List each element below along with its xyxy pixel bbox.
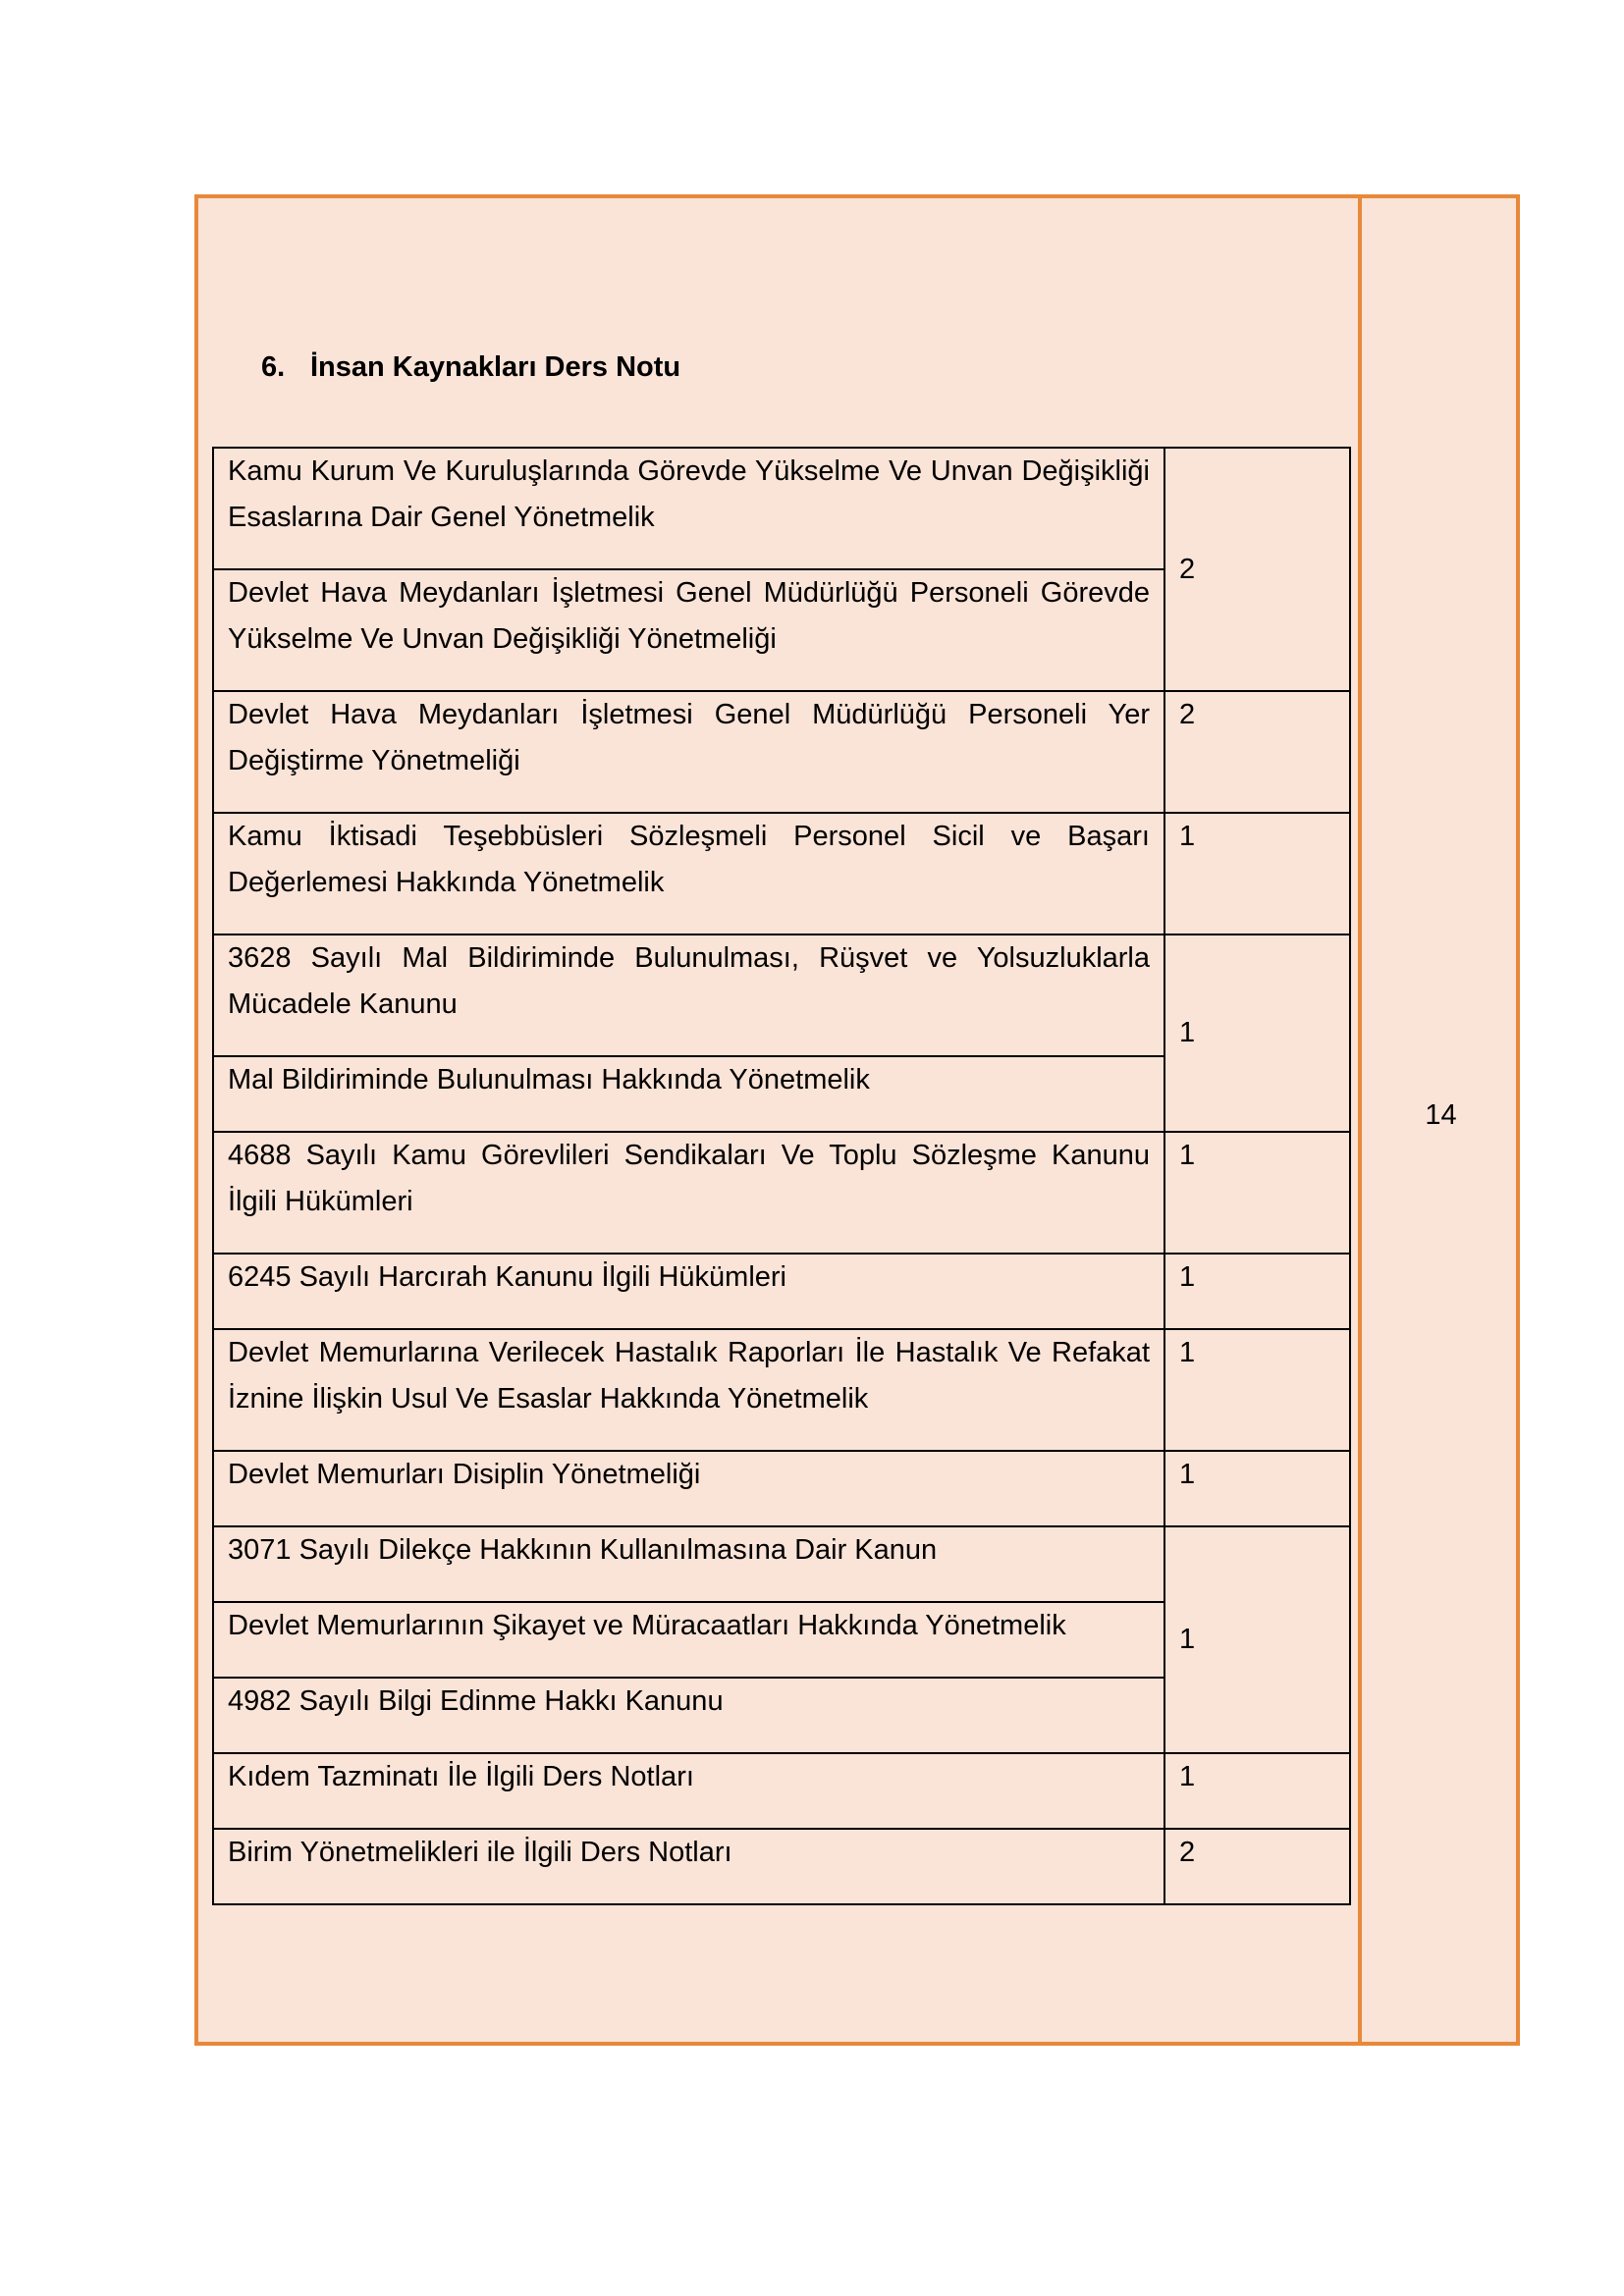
table-row <box>213 1829 1350 1904</box>
hours-cell: 1 <box>1164 1451 1350 1526</box>
table-row <box>213 691 1350 813</box>
table-row <box>213 1329 1350 1451</box>
hours-cell: 2 <box>1164 448 1350 691</box>
hours-cell: 1 <box>1164 1329 1350 1451</box>
hours-cell: 1 <box>1164 1753 1350 1829</box>
topic-cell: Devlet Hava Meydanları İşletmesi Genel Müdürlüğü Personeli Yer Değiştirme Yönetmeliği <box>213 691 1164 813</box>
topic-cell: Devlet Memurları Disiplin Yönetmeliği <box>213 1451 1164 1526</box>
topic-cell: Birim Yönetmelikleri ile İlgili Ders Notları <box>213 1829 1164 1904</box>
topic-cell: 3628 Sayılı Mal Bildiriminde Bulunulması, Rüşvet ve Yolsuzluklarla Mücadele Kanunu <box>213 934 1164 1056</box>
topic-cell: 4982 Sayılı Bilgi Edinme Hakkı Kanunu <box>213 1678 1164 1753</box>
topics-table <box>212 447 1351 1905</box>
table-row <box>213 813 1350 934</box>
topic-cell: Devlet Memurlarına Verilecek Hastalık Raporları İle Hastalık Ve Refakat İznine İlişkin Usul Ve Esaslar Hakkında Yönetmelik <box>213 1329 1164 1451</box>
topic-cell: 6245 Sayılı Harcırah Kanunu İlgili Hükümleri <box>213 1254 1164 1329</box>
topic-cell: Kıdem Tazminatı İle İlgili Ders Notları <box>213 1753 1164 1829</box>
table-row <box>213 1132 1350 1254</box>
table-row <box>213 448 1350 569</box>
section-heading <box>261 351 680 384</box>
hours-cell: 2 <box>1164 1829 1350 1904</box>
topic-cell: Devlet Memurlarının Şikayet ve Müracaatları Hakkında Yönetmelik <box>213 1602 1164 1678</box>
table-row <box>213 1451 1350 1526</box>
table-row <box>213 1526 1350 1602</box>
topic-cell: Kamu İktisadi Teşebbüsleri Sözleşmeli Personel Sicil ve Başarı Değerlemesi Hakkında Yönetmelik <box>213 813 1164 934</box>
topic-cell: 4688 Sayılı Kamu Görevlileri Sendikaları Ve Toplu Sözleşme Kanunu İlgili Hükümleri <box>213 1132 1164 1254</box>
hours-cell: 1 <box>1164 1254 1350 1329</box>
table-row <box>213 1753 1350 1829</box>
hours-cell: 1 <box>1164 1132 1350 1254</box>
hours-cell: 1 <box>1164 813 1350 934</box>
total-hours: 14 <box>1425 1099 1457 1131</box>
table-row <box>213 934 1350 1056</box>
section-title: İnsan Kaynakları Ders Notu <box>310 351 681 383</box>
topic-cell: Kamu Kurum Ve Kuruluşlarında Görevde Yükselme Ve Unvan Değişikliği Esaslarına Dair Genel Yönetmelik <box>213 448 1164 569</box>
hours-cell: 2 <box>1164 691 1350 813</box>
hours-cell: 1 <box>1164 1526 1350 1753</box>
section-number: 6. <box>261 351 286 383</box>
hours-cell: 1 <box>1164 934 1350 1132</box>
table-row <box>213 1254 1350 1329</box>
topic-cell: 3071 Sayılı Dilekçe Hakkının Kullanılmasına Dair Kanun <box>213 1526 1164 1602</box>
topic-cell: Devlet Hava Meydanları İşletmesi Genel Müdürlüğü Personeli Görevde Yükselme Ve Unvan Değişikliği Yönetmeliği <box>213 569 1164 691</box>
topic-cell: Mal Bildiriminde Bulunulması Hakkında Yönetmelik <box>213 1056 1164 1132</box>
